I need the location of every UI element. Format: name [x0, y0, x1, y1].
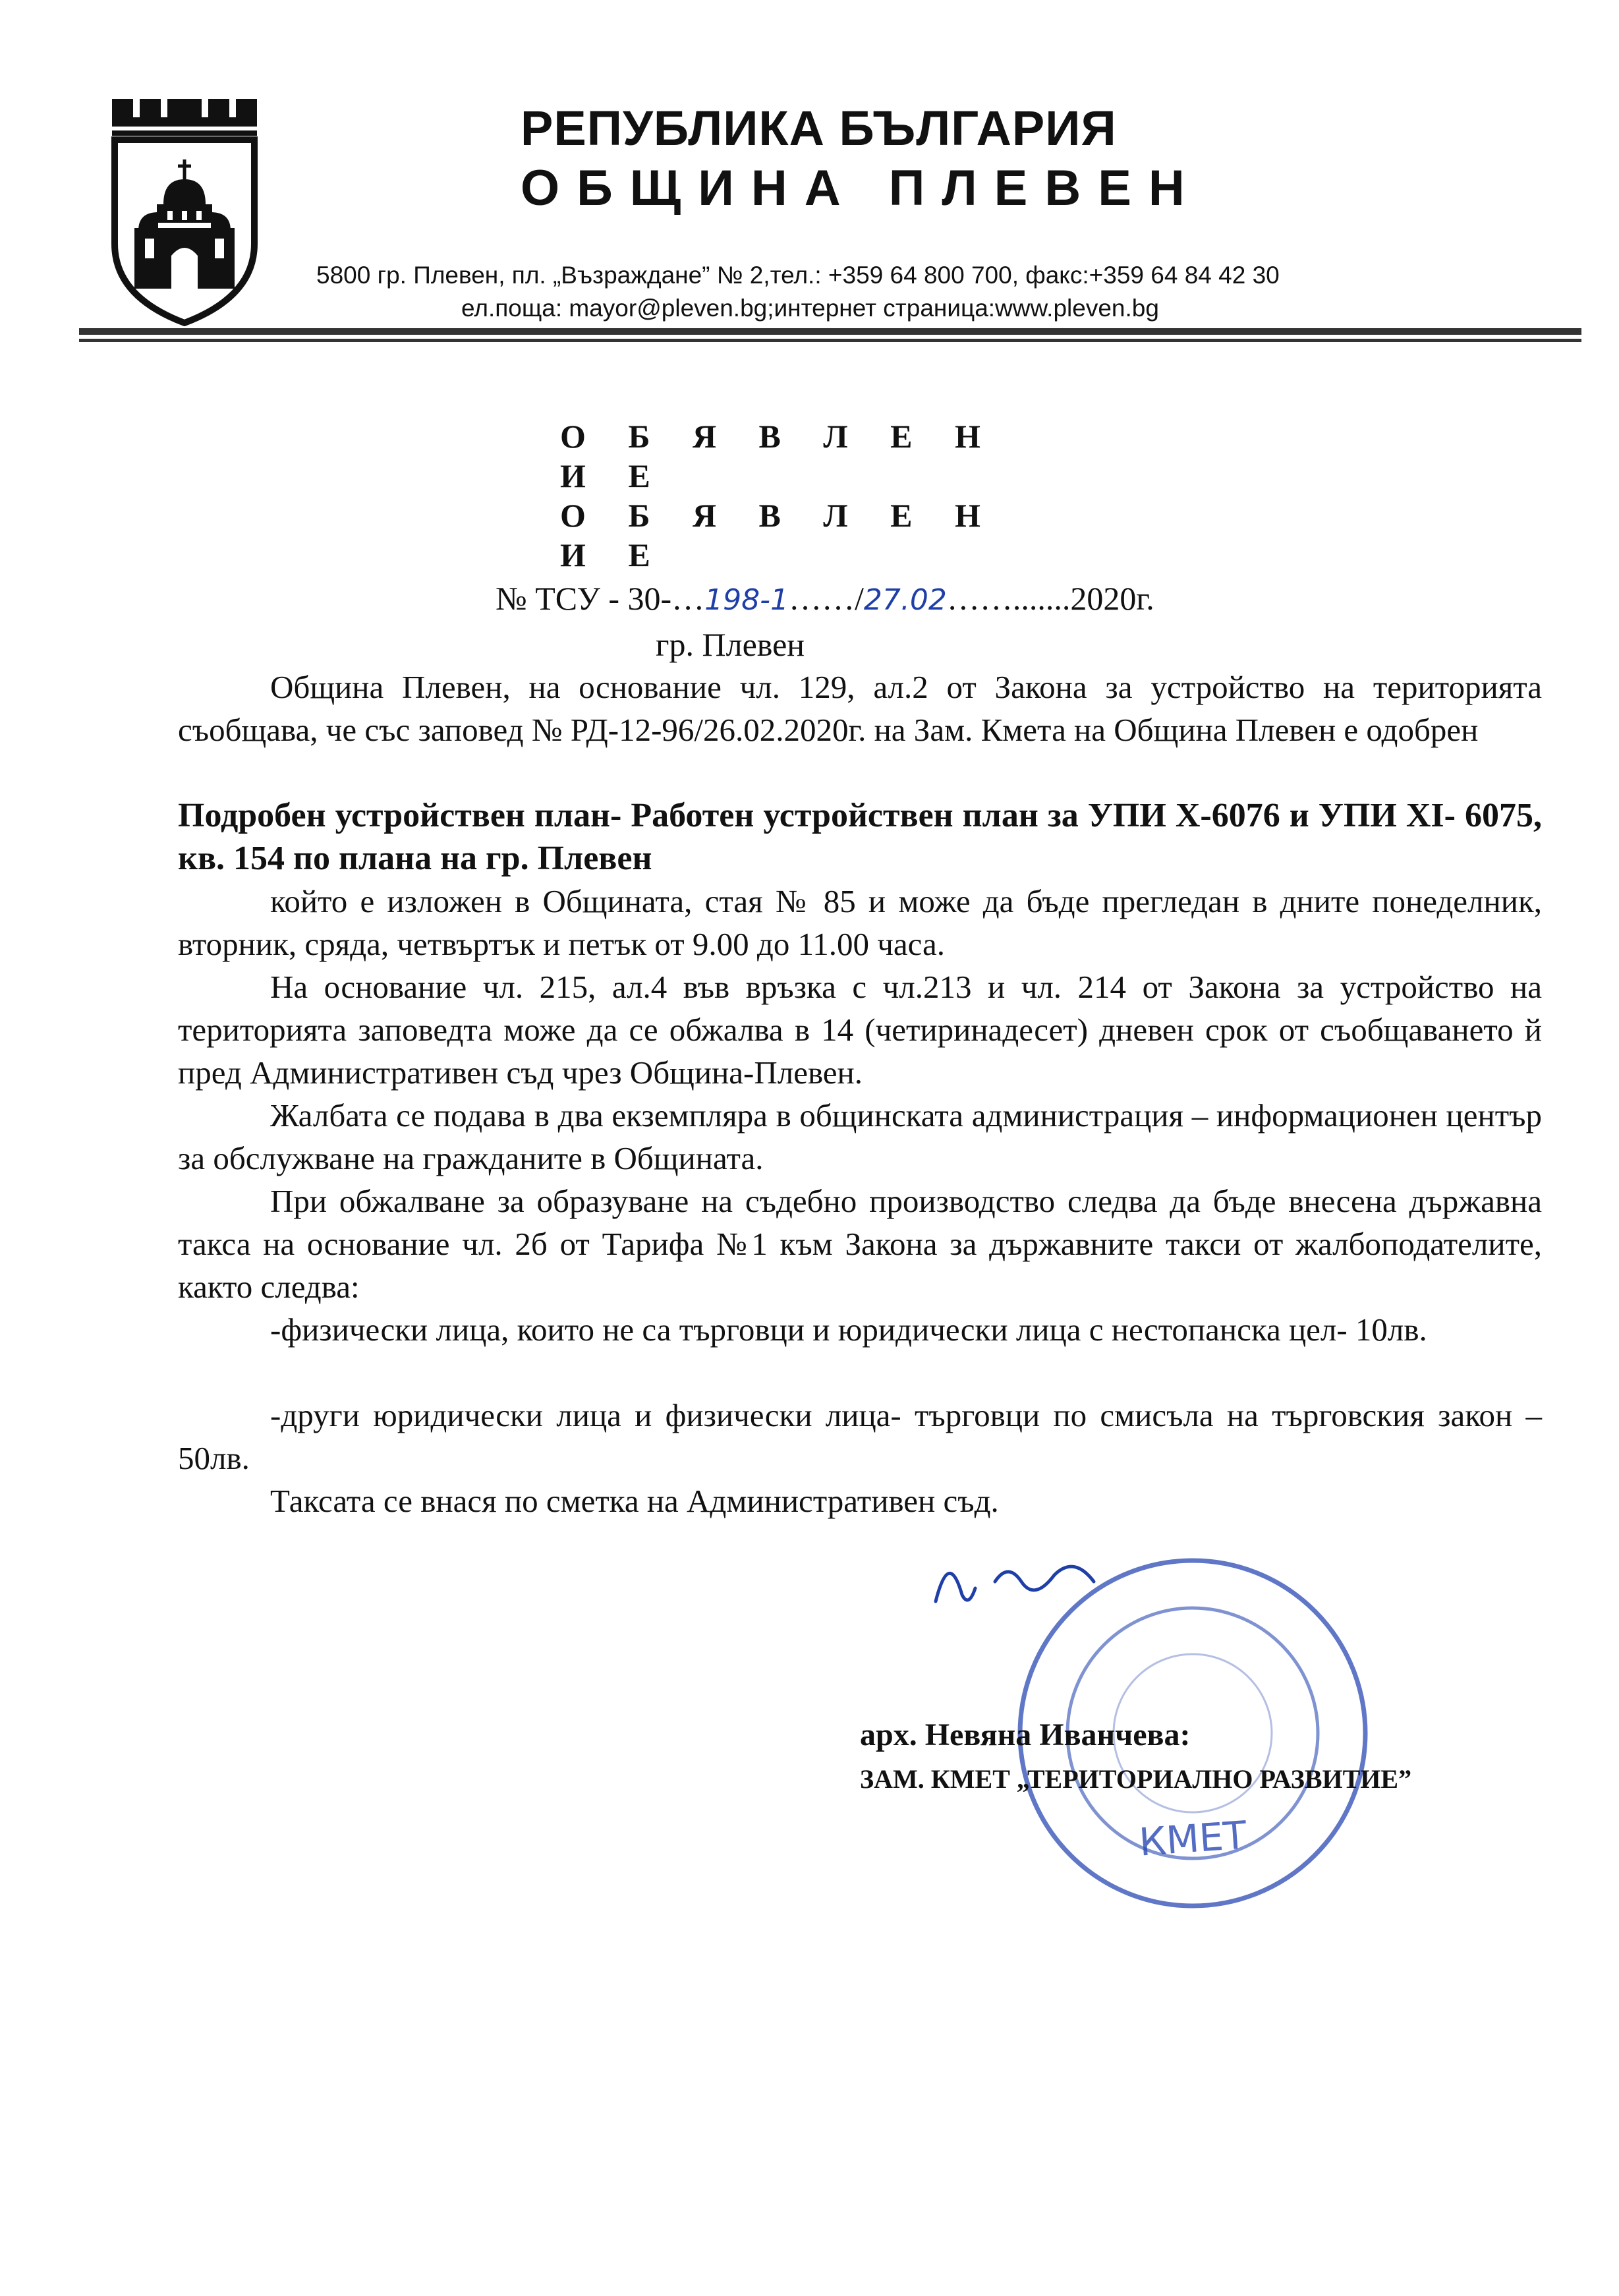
paragraph-fee-individuals: -физически лица, които не са търговци и юридически лица с нестопанска цел- 10лв. — [270, 1311, 1427, 1348]
doc-number-prefix: № ТСУ - 30- — [496, 580, 672, 617]
header-divider — [79, 328, 1581, 335]
paragraph-fee-payment: Таксата се внася по сметка на Административен съд. — [270, 1483, 999, 1519]
paragraph-fee: При обжалване за образуване на съдебно производство следва да бъде внесена държавна такса на основание чл. 2б от Тарифа №1 към Закона за държавните такси от жалбоподателите, както следва: — [178, 1183, 1542, 1305]
paragraph-intro: Община Плевен, на основание чл. 129, ал.2 от Закона за устройство на територията съобщава, че със заповед № РД-12-96/26.02.2020г. на Зам. Кмета на Община Плевен е одобрен — [178, 669, 1542, 748]
doc-number-dots-after: ……....... — [946, 580, 1071, 617]
signatory-name: арх. Невяна Иванчева: — [860, 1717, 1191, 1752]
doc-number-dots: … — [671, 580, 705, 617]
handwritten-signature-icon — [923, 1535, 1120, 1615]
stamp-text: КМЕТ — [1137, 1812, 1249, 1865]
paragraph-exhibition: който е изложен в Общината, стая № 85 и може да бъде прегледан в дните понеделник, вторник, сряда, четвъртък и петък от 9.00 до 11.00 часа. — [178, 883, 1542, 962]
paragraph-fee-companies: -други юридически лица и физически лица- търговци по смисъла на търговския закон –50лв. — [178, 1397, 1542, 1476]
document-city: гр. Плевен — [656, 626, 805, 663]
header-divider-thin — [79, 339, 1581, 342]
doc-number-dots-mid: ……/ — [789, 580, 864, 617]
paragraph-plan-title: Подробен устройствен план- Работен устройствен план за УПИ Х-6076 и УПИ ХI- 6075, кв. 154 по плана на гр. Плевен — [178, 797, 1542, 877]
header-country: РЕПУБЛИКА БЪЛГАРИЯ — [521, 101, 1117, 156]
header-municipality: ОБЩИНА ПЛЕВЕН — [521, 160, 1202, 216]
document-title: О Б Я В Л Е Н И Е — [560, 418, 998, 494]
doc-number-year: 2020г. — [1070, 580, 1154, 617]
paragraph-complaint: Жалбата се подава в два екземпляра в общинската администрация – информационен център за обслужване на гражданите в Общината. — [178, 1097, 1542, 1176]
handwritten-date: 27.02 — [863, 583, 947, 617]
municipal-crest-icon — [105, 99, 264, 326]
header-contacts: ел.поща: mayor@pleven.bg;интернет страница:www.pleven.bg — [461, 295, 1159, 322]
handwritten-number: 198-1 — [704, 583, 789, 617]
paragraph-appeal: На основание чл. 215, ал.4 във връзка с чл.213 и чл. 214 от Закона за устройство на територията заповедта може да се обжалва в 14 (четиринадесет) дневен срок от съобщаването й пред Административен съд чрез Община-Плевен. — [178, 969, 1542, 1091]
header-address: 5800 гр. Плевен, пл. „Възраждане” № 2,тел.: +359 64 800 700, факс:+359 64 84 42 30 — [316, 262, 1280, 289]
document-title-repeat: О Б Я В Л Е Н И Е — [560, 497, 998, 573]
signatory-title: ЗАМ. КМЕТ „ТЕРИТОРИАЛНО РАЗВИТИЕ” — [860, 1764, 1412, 1794]
document-number — [496, 579, 1286, 620]
